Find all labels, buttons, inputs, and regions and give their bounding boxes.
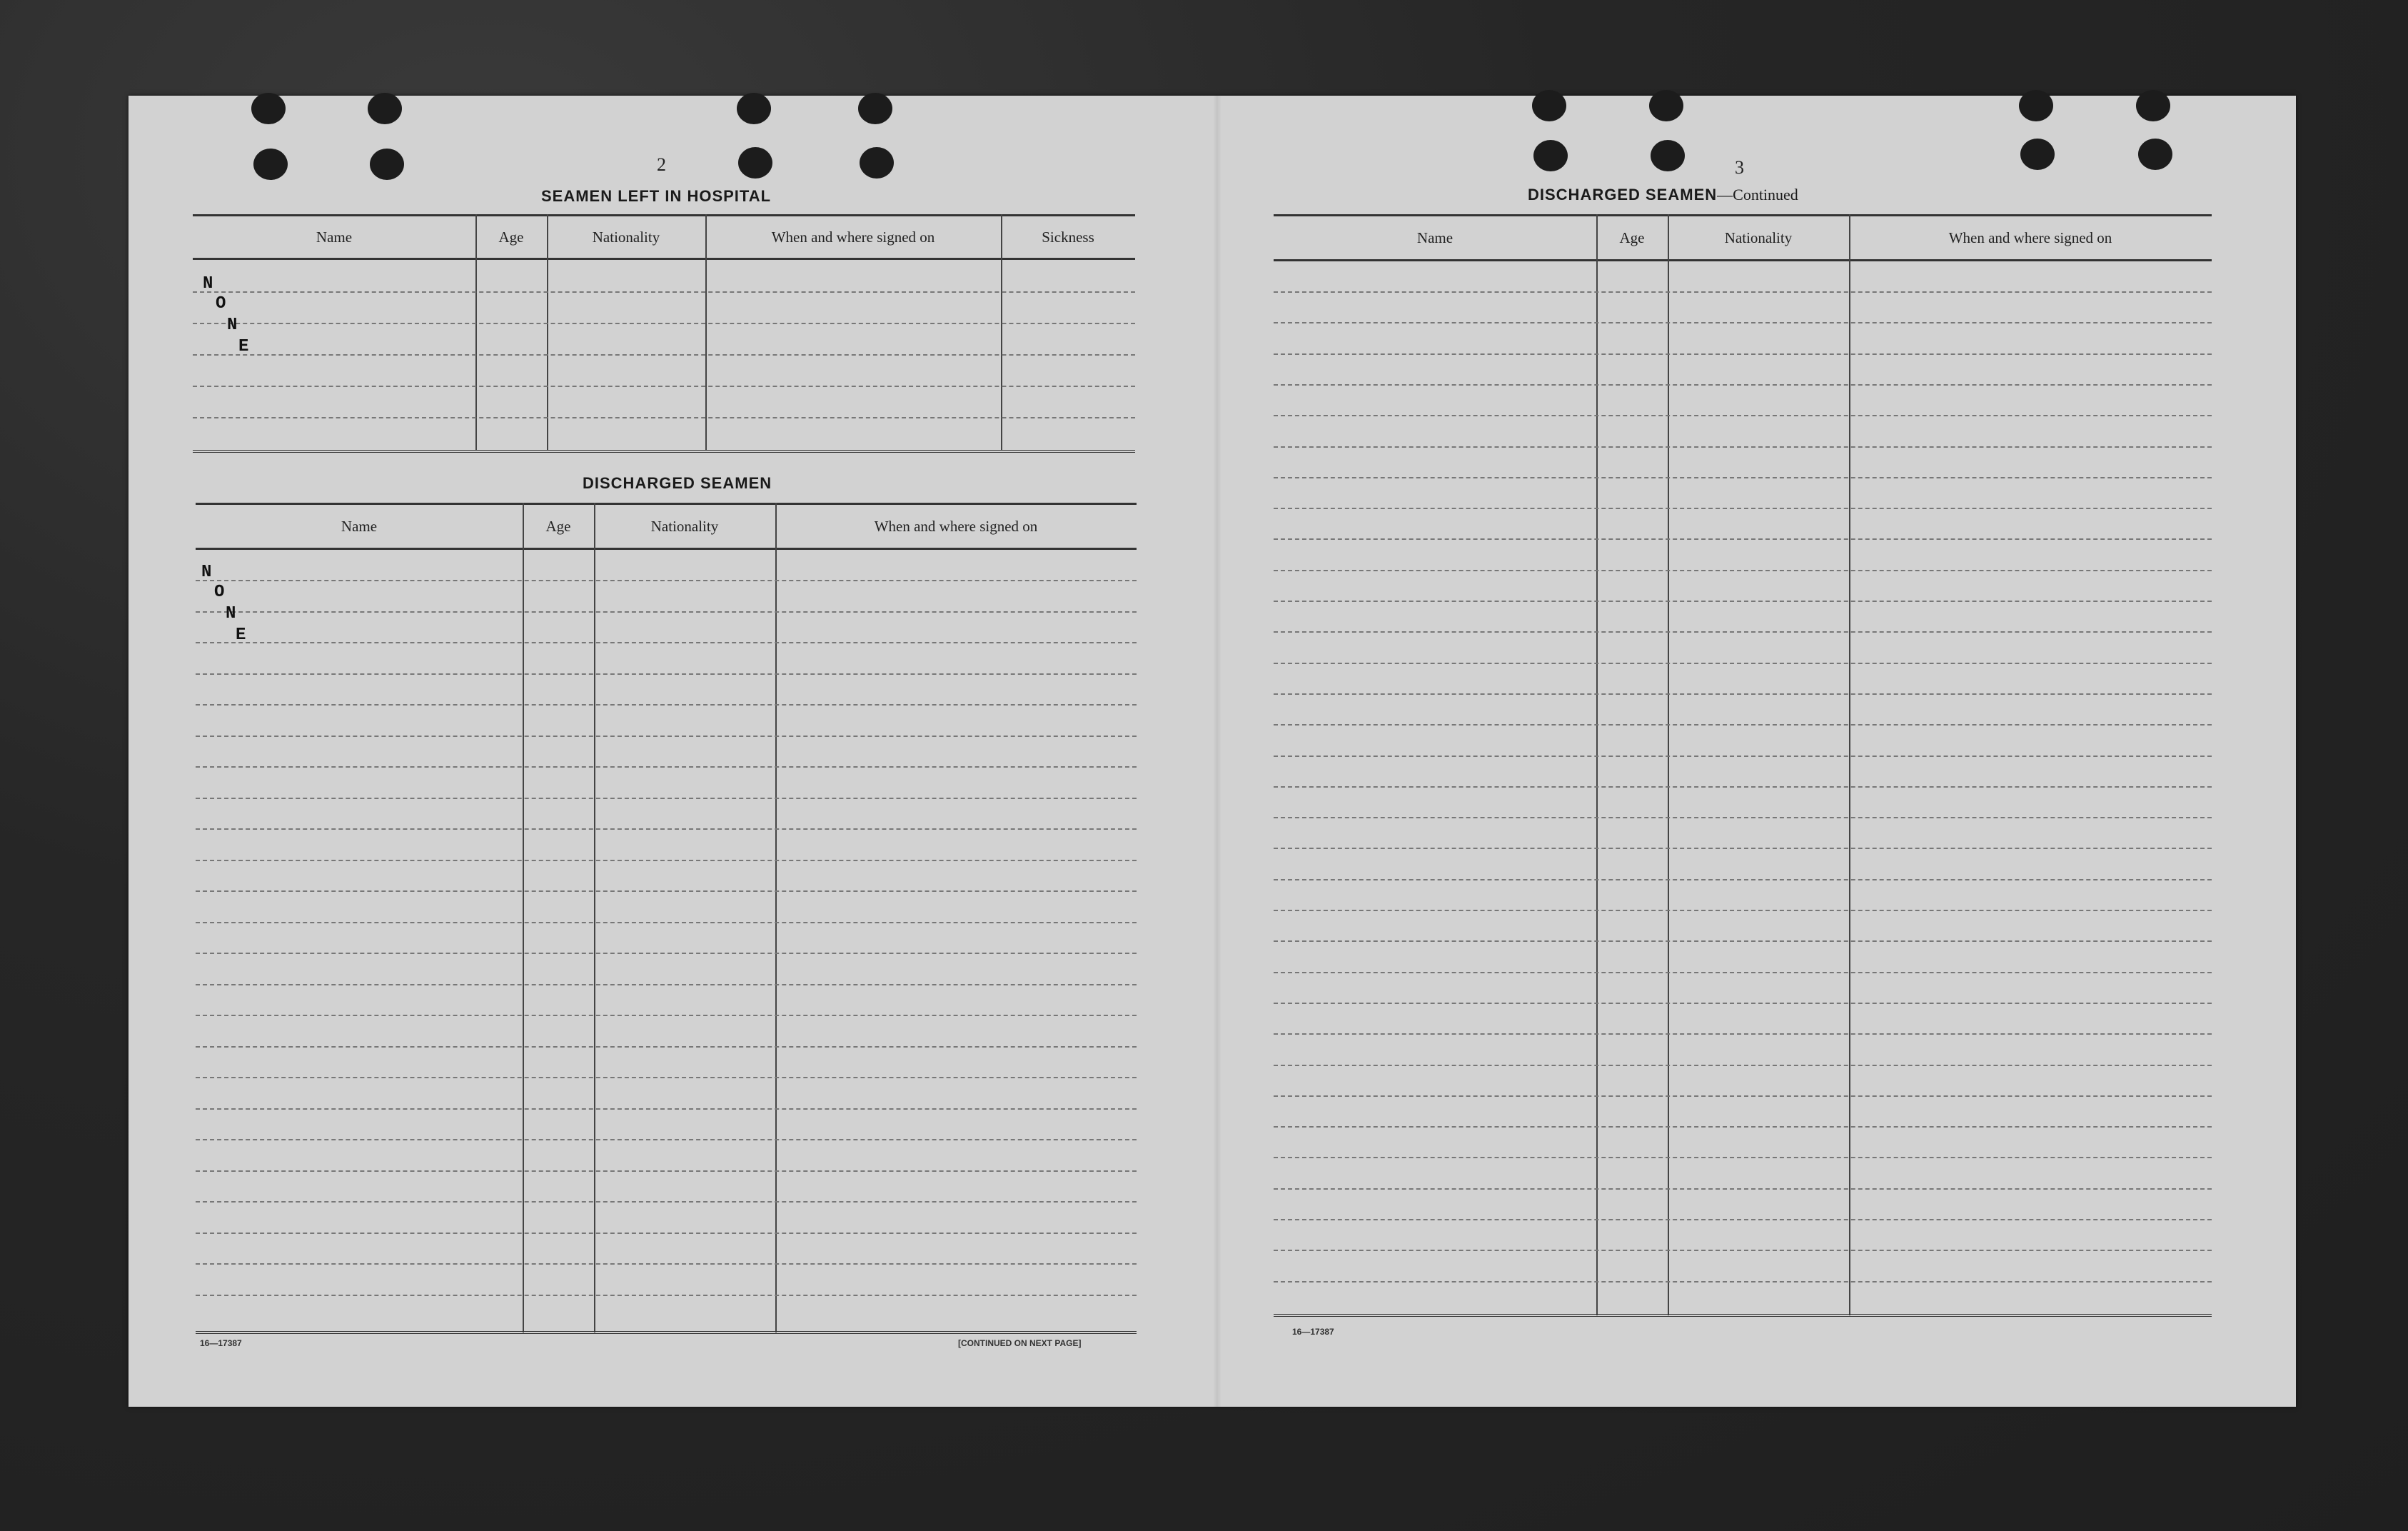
ruled-line: [1274, 1065, 2212, 1066]
punch-hole: [1532, 90, 1566, 121]
ruled-line: [196, 642, 1137, 643]
discharged-table-header: [196, 503, 1137, 550]
ruled-line: [193, 354, 1135, 356]
ruled-line: [193, 291, 1135, 293]
punch-hole: [2020, 139, 2055, 170]
col-header-nationality: Nationality: [592, 228, 660, 246]
ruled-line: [196, 1295, 1137, 1296]
col-header-age: Age: [498, 228, 524, 246]
column-divider: [1596, 214, 1598, 1315]
hospital-table-header: [193, 214, 1135, 260]
col-header-age: Age: [545, 517, 571, 535]
ruled-line: [196, 860, 1137, 861]
ruled-line: [193, 417, 1135, 418]
ruled-line: [193, 386, 1135, 387]
ruled-line: [196, 828, 1137, 830]
ruled-line: [196, 1139, 1137, 1140]
ruled-line: [196, 1201, 1137, 1203]
ruled-line: [1274, 1095, 2212, 1097]
punch-hole: [860, 147, 894, 179]
ruled-line: [1274, 940, 2212, 942]
ruled-line: [1274, 848, 2212, 849]
ruled-line: [1274, 1219, 2212, 1220]
column-divider: [775, 503, 777, 1332]
table-bottom-rule: [1274, 1314, 2212, 1317]
ruled-line: [1274, 291, 2212, 293]
punch-hole: [368, 93, 402, 124]
ruled-line: [1274, 631, 2212, 633]
ruled-line: [1274, 693, 2212, 695]
column-divider: [523, 503, 524, 1332]
ruled-line: [1274, 508, 2212, 509]
table-bottom-rule: [193, 450, 1135, 453]
ruled-line: [1274, 570, 2212, 571]
ruled-line: [1274, 879, 2212, 880]
ruled-line: [196, 984, 1137, 985]
continued-note: [CONTINUED ON NEXT PAGE]: [958, 1338, 1082, 1348]
column-divider: [475, 214, 477, 450]
ruled-line: [196, 1170, 1137, 1172]
col-header-name: Name: [1416, 229, 1454, 246]
ruled-line: [193, 323, 1135, 324]
column-divider: [1849, 214, 1850, 1315]
column-divider: [705, 214, 707, 450]
col-header-nationality: Nationality: [1724, 229, 1793, 246]
punch-hole: [2138, 139, 2172, 170]
ruled-line: [1274, 663, 2212, 664]
page-number-left: 2: [657, 154, 666, 175]
ruled-line: [1274, 384, 2212, 386]
ruled-line: [196, 1077, 1137, 1078]
column-divider: [547, 214, 548, 450]
none-entry-letter: N: [227, 316, 238, 335]
none-entry-letter: N: [226, 604, 236, 623]
ruled-line: [1274, 415, 2212, 416]
page-number-right: 3: [1735, 157, 1744, 178]
section-title-main: DISCHARGED SEAMEN: [1528, 186, 1718, 204]
none-entry-letter: N: [201, 563, 212, 582]
ruled-line: [1274, 477, 2212, 478]
ruled-line: [196, 798, 1137, 799]
punch-hole: [253, 149, 288, 180]
ruled-line: [1274, 353, 2212, 355]
discharged-section-title: DISCHARGED SEAMEN: [583, 474, 772, 492]
discharged-continued-title: [1528, 186, 1798, 204]
page-fold: [1214, 96, 1221, 1407]
punch-hole: [1533, 140, 1568, 171]
col-header-signed-on: When and where signed on: [874, 517, 1038, 535]
table-bottom-rule: [196, 1331, 1137, 1334]
ruled-line: [1274, 1281, 2212, 1282]
ruled-line: [196, 890, 1137, 892]
ruled-line: [196, 1233, 1137, 1234]
discharged-table-left: [196, 503, 1137, 1431]
column-divider: [1001, 214, 1002, 450]
ruled-line: [1274, 322, 2212, 323]
col-header-signed-on: When and where signed on: [771, 228, 935, 246]
punch-hole: [737, 93, 771, 124]
punch-hole: [1651, 140, 1685, 171]
ruled-line: [1274, 724, 2212, 726]
discharged-table-right: [1274, 214, 2212, 1428]
ruled-line: [196, 704, 1137, 706]
column-divider: [594, 503, 595, 1332]
ruled-line: [1274, 601, 2212, 602]
ruled-line: [1274, 1188, 2212, 1190]
none-entry-letter: O: [214, 583, 225, 602]
ruled-line: [1274, 1250, 2212, 1251]
col-header-nationality: Nationality: [650, 517, 719, 535]
ruled-line: [1274, 538, 2212, 540]
ruled-line: [196, 1108, 1137, 1110]
hospital-section-title: SEAMEN LEFT IN HOSPITAL: [541, 187, 772, 205]
col-header-name: Name: [316, 228, 353, 246]
punch-hole: [1649, 90, 1683, 121]
punch-hole: [370, 149, 404, 180]
col-header-name: Name: [341, 517, 378, 535]
column-divider: [1668, 214, 1669, 1315]
ruled-line: [1274, 972, 2212, 973]
section-title-suffix: —Continued: [1717, 186, 1798, 204]
ruled-line: [1274, 1126, 2212, 1128]
discharged-continued-header: [1274, 214, 2212, 261]
ruled-line: [196, 1046, 1137, 1048]
ruled-line: [1274, 1033, 2212, 1035]
ruled-line: [196, 953, 1137, 954]
ruled-line: [196, 736, 1137, 737]
punch-hole: [858, 93, 892, 124]
document-sheet: [129, 96, 2296, 1407]
ruled-line: [1274, 786, 2212, 788]
ruled-line: [196, 611, 1137, 613]
punch-hole: [738, 147, 772, 179]
col-header-sickness: Sickness: [1042, 228, 1094, 246]
punch-hole: [251, 93, 286, 124]
hospital-table: [193, 214, 1135, 457]
ruled-line: [1274, 817, 2212, 818]
ruled-line: [1274, 756, 2212, 757]
col-header-signed-on: When and where signed on: [1948, 229, 2112, 246]
col-header-age: Age: [1619, 229, 1645, 246]
none-entry-letter: E: [236, 626, 246, 645]
ruled-line: [196, 1015, 1137, 1016]
none-entry-letter: O: [216, 294, 226, 313]
punch-hole: [2136, 90, 2170, 121]
form-number-left: 16—17387: [200, 1338, 242, 1348]
none-entry-letter: E: [238, 337, 249, 356]
ruled-line: [1274, 446, 2212, 448]
ruled-line: [196, 580, 1137, 581]
form-number-right: 16—17387: [1292, 1327, 1334, 1337]
ruled-line: [1274, 1157, 2212, 1158]
none-entry-letter: N: [203, 274, 213, 293]
ruled-line: [196, 673, 1137, 675]
ruled-line: [196, 766, 1137, 768]
ruled-line: [1274, 1003, 2212, 1004]
ruled-line: [1274, 910, 2212, 911]
punch-hole: [2019, 90, 2053, 121]
ruled-line: [196, 1263, 1137, 1265]
ruled-line: [196, 922, 1137, 923]
